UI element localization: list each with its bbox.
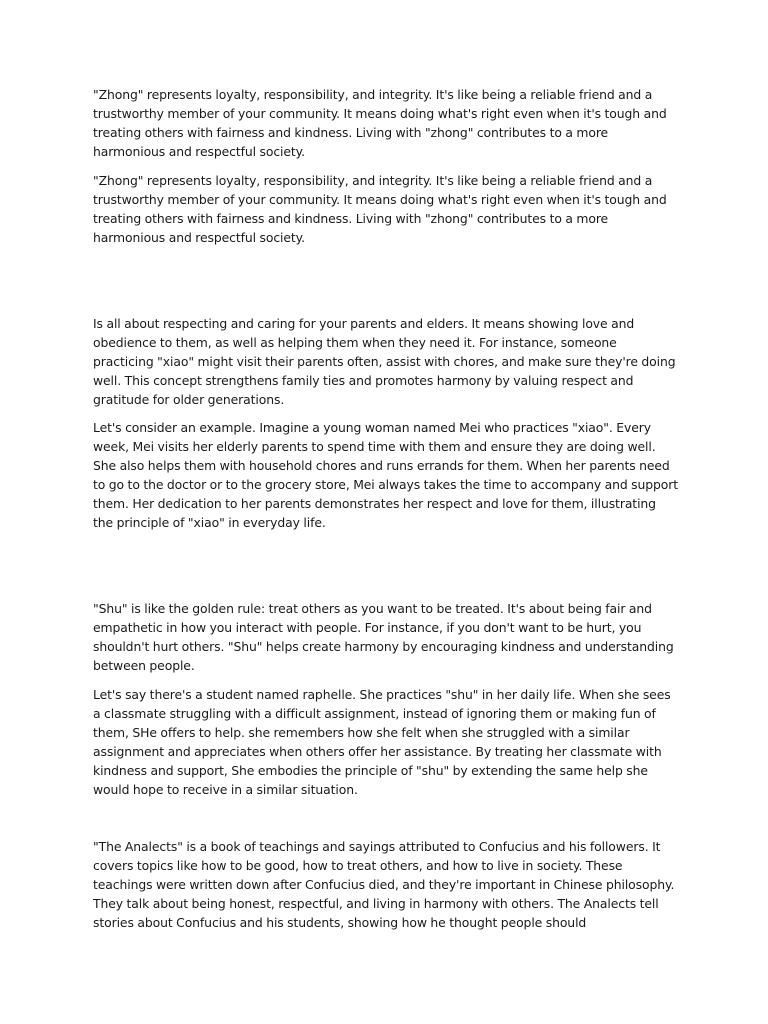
paragraph-shu-example: Let's say there's a student named raphelle. She practices "shu" in her daily life. When she sees a classmate struggling with a difficult assignment, instead of ignoring them or making fun of them, SHe offers to help. she remembers how she felt when she struggled with a similar assignment and appreciates when others offer her assistance. By treating her classmate with kindness and support, She embodies the principle of "shu" by extending the same help she would hope to receive in a similar situation. [93, 687, 671, 798]
paragraph-zhong-definition: "Zhong" represents loyalty, responsibility, and integrity. It's like being a reliable friend and a trustworthy member of your community. It means doing what's right even when it's tough and treating others with fairness and kindness. Living with "zhong" contributes to a more harmonious and respectful society. [93, 87, 667, 160]
paragraph-xiao-definition: Is all about respecting and caring for your parents and elders. It means showing love and obedience to them, as well as helping them when they need it. For instance, someone practicing "xiao" might visit their parents often, assist with chores, and make sure they're doing well. This concept strengthens family ties and promotes harmony by valuing respect and gratitude for older generations. [93, 316, 676, 408]
paragraph-analects: "The Analects" is a book of teachings and sayings attributed to Confucius and his followers. It covers topics like how to be good, how to treat others, and how to live in society. These teachings were written down after Confucius died, and they're important in Chinese philosophy. They talk about being honest, respectful, and living in harmony with others. The Analects tell stories about Confucius and his students, showing how he thought people should [93, 839, 675, 931]
paragraph-xiao-example: Let's consider an example. Imagine a young woman named Mei who practices "xiao". Every week, Mei visits her elderly parents to spend time with them and ensure they are doing well. She also helps them with household chores and runs errands for them. When her parents need to go to the doctor or to the grocery store, Mei always takes the time to accompany and support them. Her dedication to her parents demonstrates her respect and love for them, illustrating the principle of "xiao" in everyday life. [93, 420, 679, 531]
paragraph-shu-definition: "Shu" is like the golden rule: treat others as you want to be treated. It's about being fair and empathetic in how you interact with people. For instance, if you don't want to be hurt, you shouldn't hurt others. "Shu" helps create harmony by encouraging kindness and understanding between people. [93, 601, 674, 674]
paragraph-zhong-definition-repeat: "Zhong" represents loyalty, responsibility, and integrity. It's like being a reliable friend and a trustworthy member of your community. It means doing what's right even when it's tough and treating others with fairness and kindness. Living with "zhong" contributes to a more harmonious and respectful society. [93, 173, 667, 246]
